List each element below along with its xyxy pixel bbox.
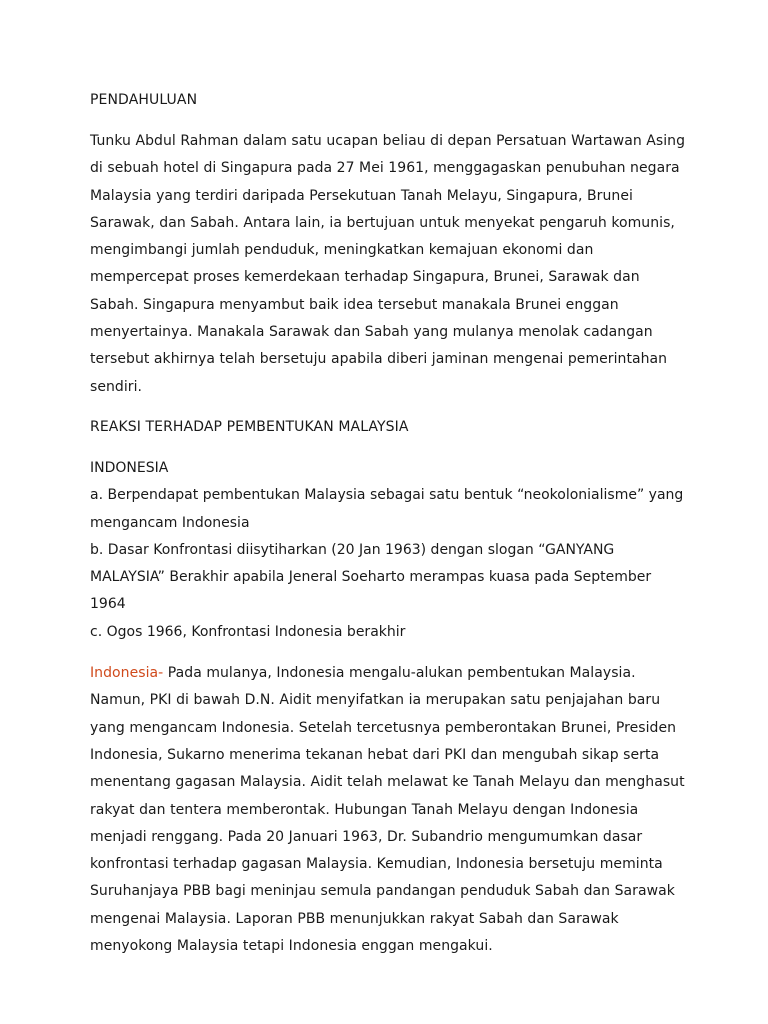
- reaction-heading: REAKSI TERHADAP PEMBENTUKAN MALAYSIA: [90, 418, 409, 435]
- intro-heading: PENDAHULUAN: [90, 92, 198, 108]
- indonesia-detail-label: Indonesia-: [90, 665, 164, 682]
- indonesia-detail-paragraph: [90, 660, 690, 960]
- list-item: a. Berpendapat pembentukan Malaysia sebagai satu bentuk “neokolonialisme” yang mengancam Indonesia: [90, 487, 684, 531]
- document-page: [90, 90, 690, 960]
- indonesia-list-title: INDONESIA: [90, 459, 169, 476]
- list-item: c. Ogos 1966, Konfrontasi Indonesia berakhir: [90, 623, 406, 640]
- indonesia-list: [90, 455, 690, 646]
- intro-paragraph: Tunku Abdul Rahman dalam satu ucapan beliau di depan Persatuan Wartawan Asing di sebuah hotel di Singapura pada 27 Mei 1961, menggagaskan penubuhan negara Malaysia yang terdiri daripada Persekutuan Tanah Melayu, Singapura, Brunei Sarawak, dan Sabah. Antara lain, ia bertujuan untuk menyekat pengaruh komunis, mengimbangi jumlah penduduk, meningkatkan kemajuan ekonomi dan mempercepat proses kemerdekaan terhadap Singapura, Brunei, Sarawak dan Sabah. Singapura menyambut baik idea tersebut manakala Brunei enggan menyertainya. Manakala Sarawak dan Sabah yang mulanya menolak cadangan tersebut akhirnya telah bersetuju apabila diberi jaminan mengenai pemerintahan sendiri.: [90, 133, 686, 395]
- list-item: b. Dasar Konfrontasi diisytiharkan (20 Jan 1963) dengan slogan “GANYANG MALAYSIA” Berakhir apabila Jeneral Soeharto merampas kuasa pada September 1964: [90, 541, 652, 613]
- indonesia-detail-text: Pada mulanya, Indonesia mengalu-alukan pembentukan Malaysia. Namun, PKI di bawah D.N. Aidit menyifatkan ia merupakan satu penjajahan baru yang mengancam Indonesia. Setelah tercetusnya pemberontakan Brunei, Presiden Indonesia, Sukarno menerima tekanan hebat dari PKI dan mengubah sikap serta menentang gagasan Malaysia. Aidit telah melawat ke Tanah Melayu dan menghasut rakyat dan tentera memberontak. Hubungan Tanah Melayu dengan Indonesia menjadi renggang. Pada 20 Januari 1963, Dr. Subandrio mengumumkan dasar konfrontasi terhadap gagasan Malaysia. Kemudian, Indonesia bersetuju meminta Suruhanjaya PBB bagi meninjau semula pandangan penduduk Sabah dan Sarawak mengenai Malaysia. Laporan PBB menunjukkan rakyat Sabah dan Sarawak menyokong Malaysia tetapi Indonesia enggan mengakui.: [90, 665, 685, 955]
